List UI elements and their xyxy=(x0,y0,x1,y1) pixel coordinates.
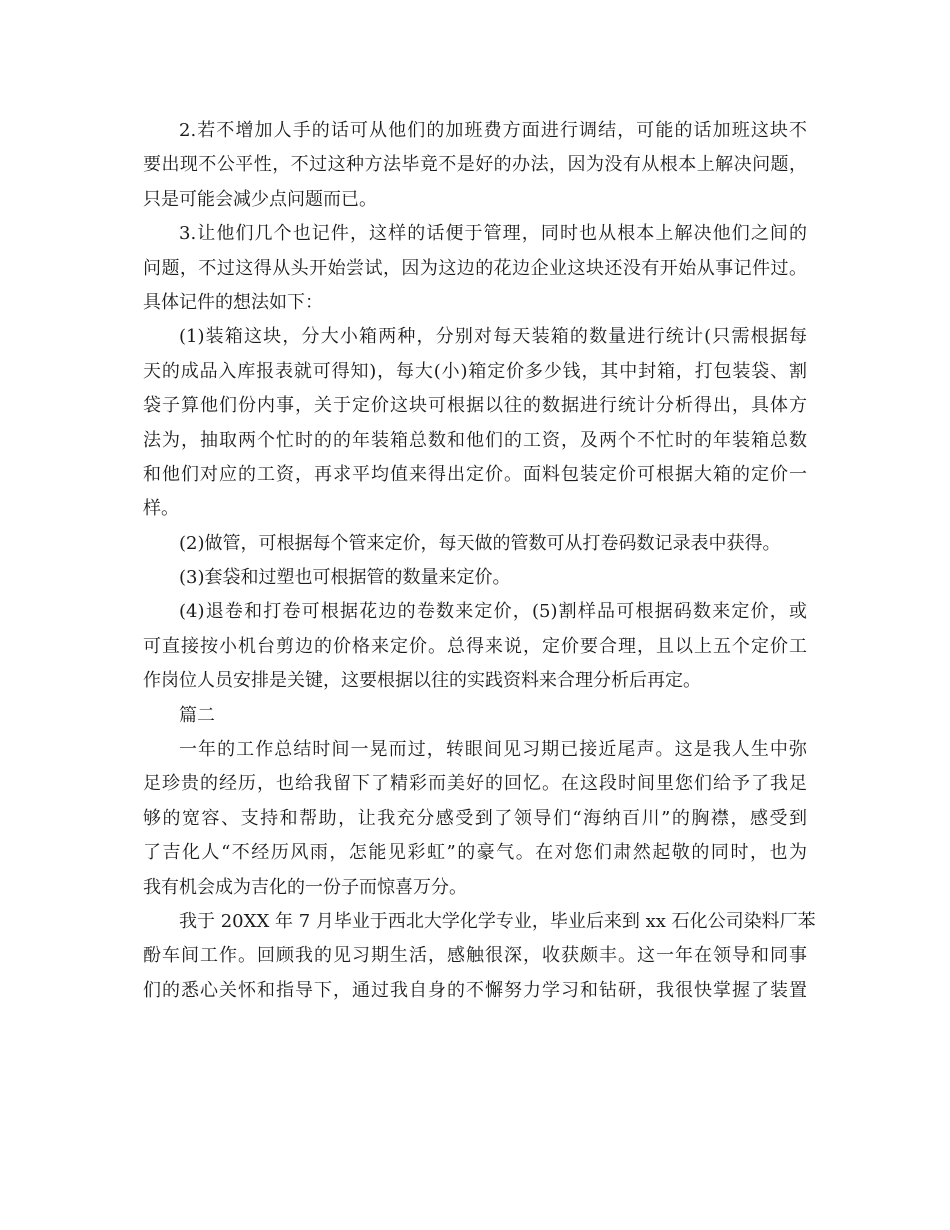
text-line: 酚车间工作。回顾我的见习期生活，感触很深，收获颇丰。这一年在领导和同事 xyxy=(143,945,807,967)
document-body xyxy=(143,114,816,1008)
text-line: 袋子算他们份内事，关于定价这块可根据以往的数据进行统计分析得出，具体方 xyxy=(143,395,807,417)
text-line: 我有机会成为吉化的一份子而惊喜万分。 xyxy=(143,876,467,898)
text-line: 和他们对应的工资，再求平均值来得出定价。面料包装定价可根据大箱的定价一 xyxy=(143,463,807,485)
text-line: 们的悉心关怀和指导下，通过我自身的不懈努力学习和钻研，我很快掌握了装置 xyxy=(143,979,807,1001)
text-line: 篇二 xyxy=(179,704,215,726)
text-line: (3)套袋和过塑也可根据管的数量来定价。 xyxy=(179,567,511,589)
text-line: 了吉化人“不经历风雨，怎能见彩虹”的豪气。在对您们肃然起敬的同时，也为 xyxy=(143,842,807,864)
text-line: 作岗位人员安排是关键，这要根据以往的实践资料来合理分析后再定。 xyxy=(143,670,701,692)
text-line: 问题，不过这得从头开始尝试，因为这边的花边企业这块还没有开始从事记件过。 xyxy=(143,257,807,279)
text-line: 足珍贵的经历，也给我留下了精彩而美好的回忆。在这段时间里您们给予了我足 xyxy=(143,773,807,795)
text-line: 法为，抽取两个忙时的的年装箱总数和他们的工资，及两个不忙时的年装箱总数 xyxy=(143,429,807,451)
text-line: 要出现不公平性，不过这种方法毕竟不是好的办法，因为没有从根本上解决问题， xyxy=(143,154,807,176)
text-line: (1)装箱这块，分大小箱两种，分别对每天装箱的数量进行统计(只需根据每 xyxy=(179,326,807,348)
text-line: 具体记件的想法如下： xyxy=(143,291,323,313)
text-line: 样。 xyxy=(143,498,179,520)
text-line: 只是可能会减少点问题而已。 xyxy=(143,188,377,210)
text-line: (2)做管，可根据每个管来定价，每天做的管数可从打卷码数记录表中获得。 xyxy=(179,532,781,554)
text-line: 我于 20XX 年 7 月毕业于西北大学化学专业，毕业后来到 xx 石化公司染料厂苯 xyxy=(179,910,816,932)
text-line: 天的成品入库报表就可得知)，每大(小)箱定价多少钱，其中封箱，打包装袋、割 xyxy=(143,360,807,382)
text-line: 一年的工作总结时间一晃而过，转眼间见习期已接近尾声。这是我人生中弥 xyxy=(179,739,807,761)
text-line: 2.若不增加人手的话可从他们的加班费方面进行调结，可能的话加班这块不 xyxy=(179,120,807,141)
text-line: 3.让他们几个也记件，这样的话便于管理，同时也从根本上解决他们之间的 xyxy=(179,223,807,245)
text-line: (4)退卷和打卷可根据花边的卷数来定价，(5)割样品可根据码数来定价，或 xyxy=(179,601,807,623)
text-line: 够的宽容、支持和帮助，让我充分感受到了领导们“海纳百川”的胸襟，感受到 xyxy=(143,807,807,829)
text-line: 可直接按小机台剪边的价格来定价。总得来说，定价要合理，且以上五个定价工 xyxy=(143,635,807,657)
